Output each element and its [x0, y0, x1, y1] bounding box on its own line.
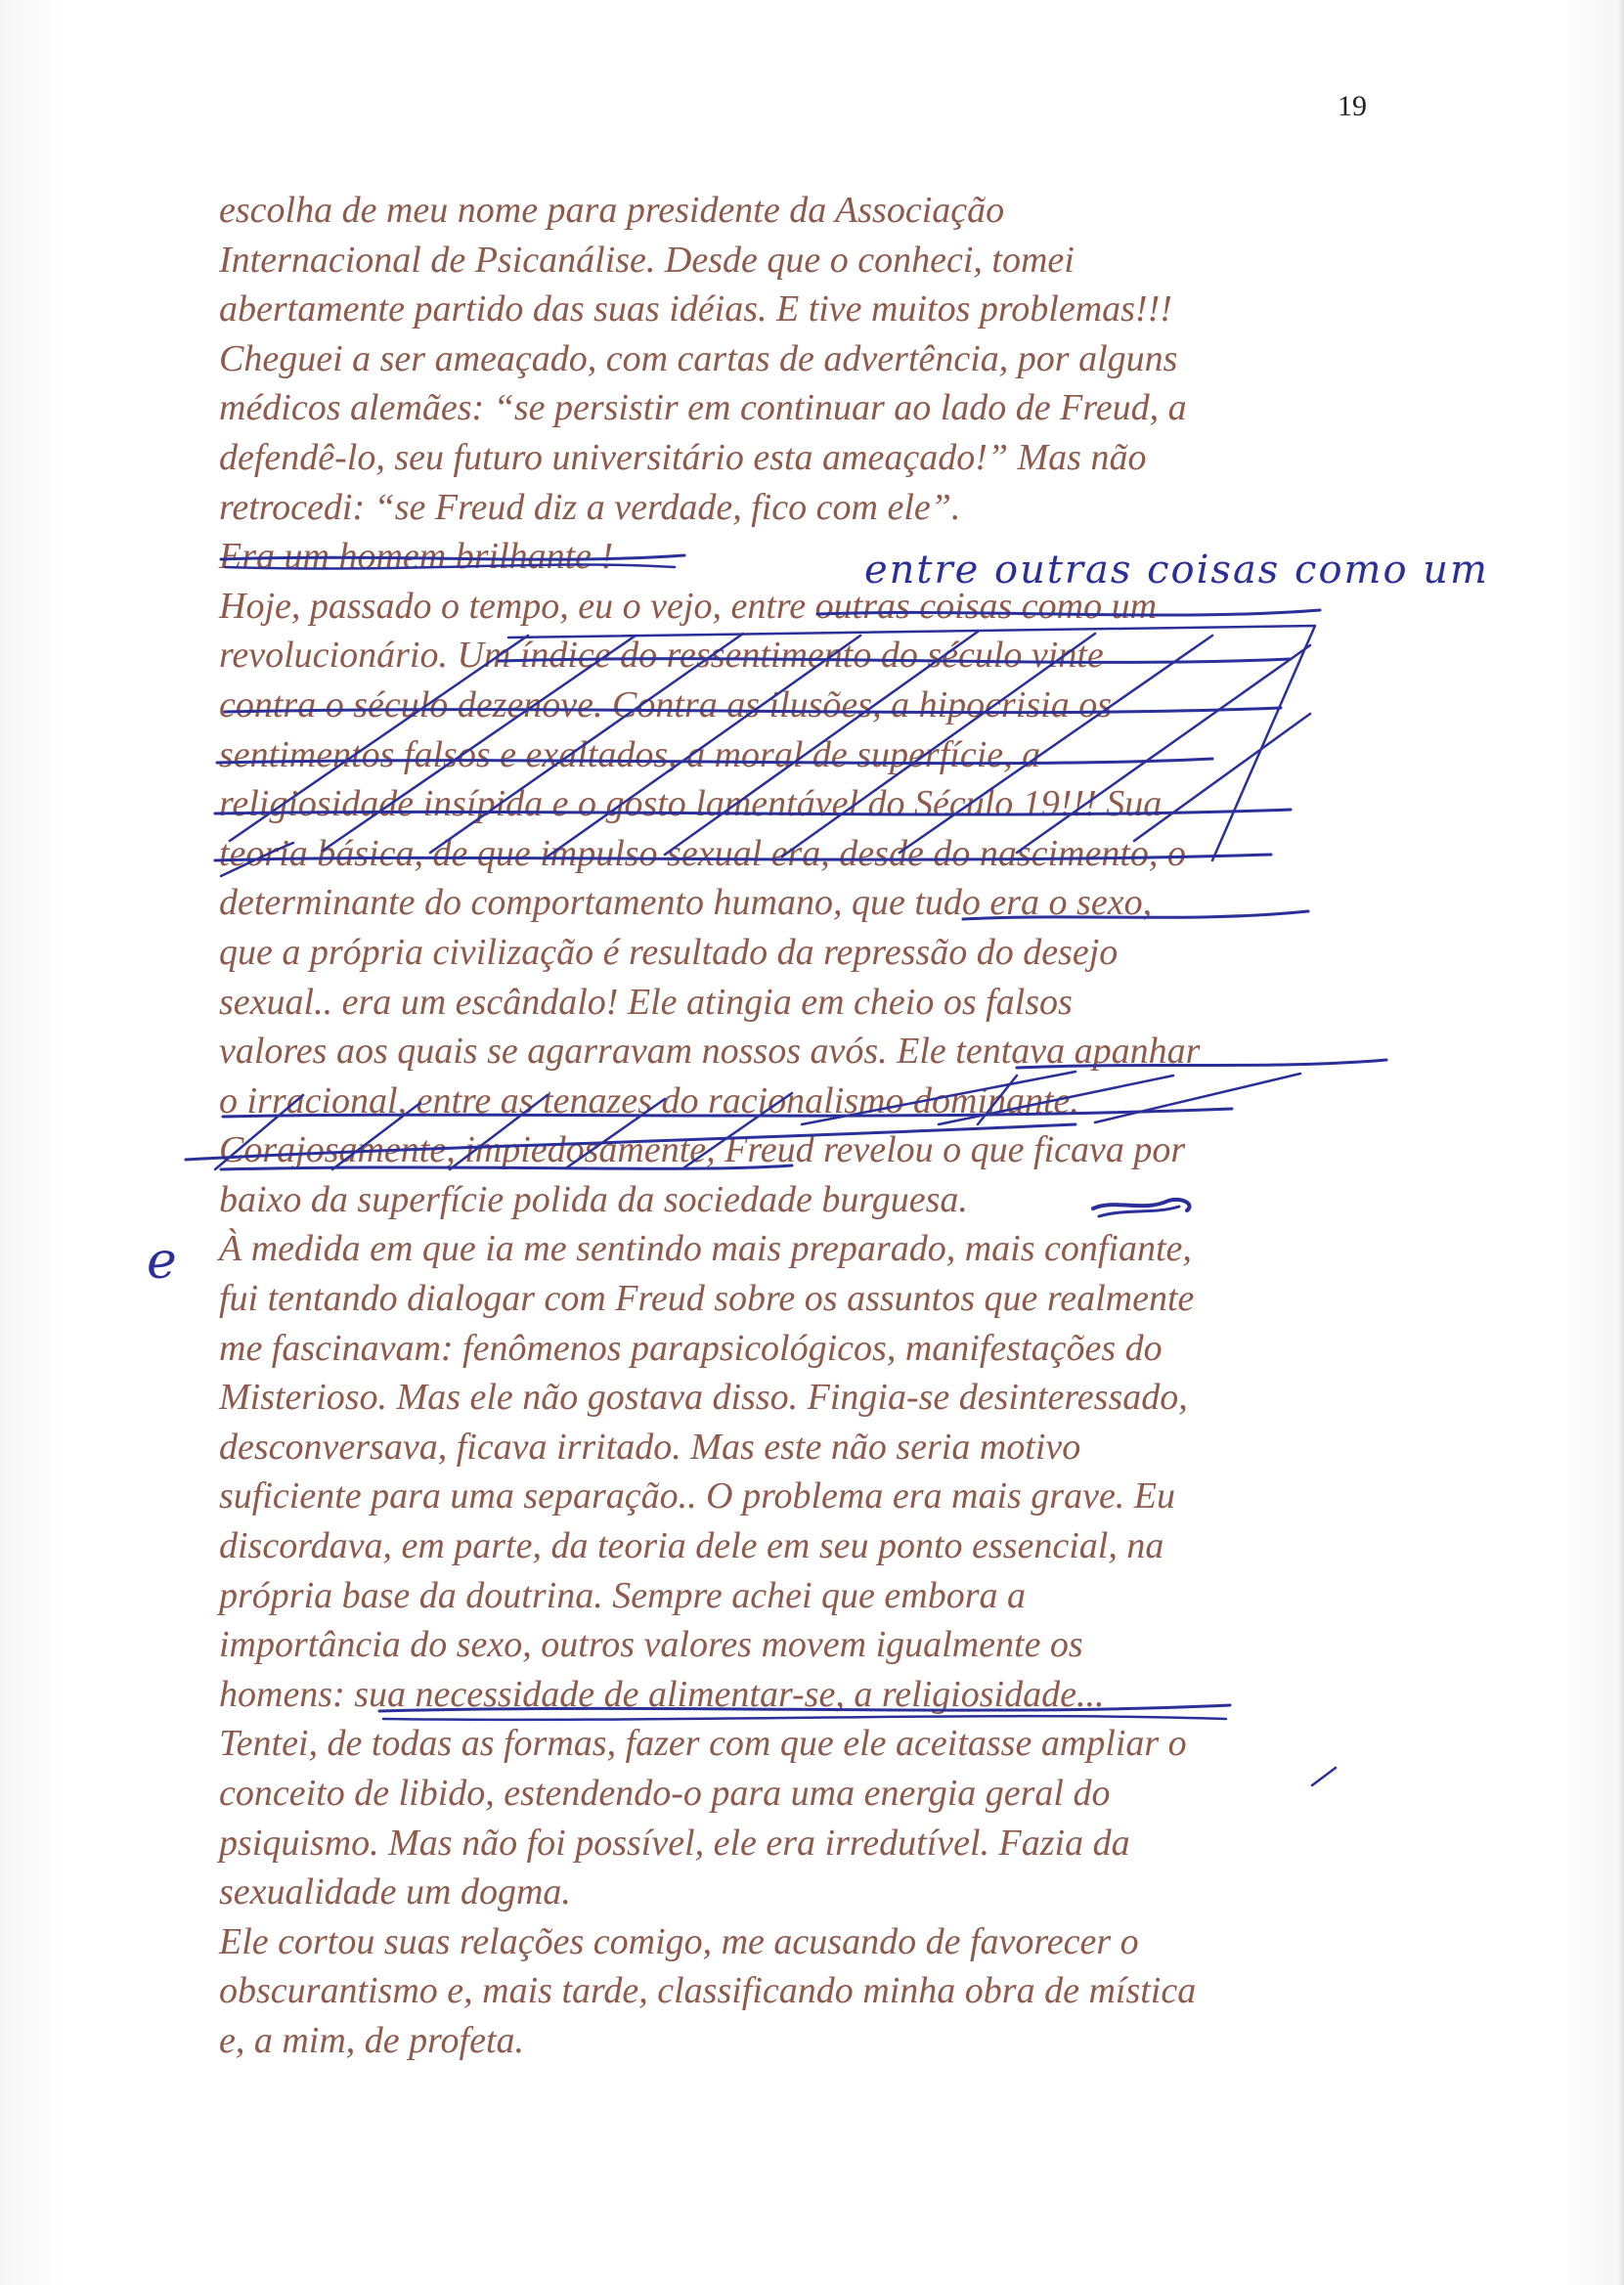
text-line: teoria básica, de que impulso sexual era, desde do nascimento, o — [219, 832, 1186, 874]
text-line: defendê-lo, seu futuro universitário esta ameaçado!” Mas não — [219, 436, 1147, 478]
text-line: sexual.. era um escândalo! Ele atingia em cheio os falsos — [219, 981, 1073, 1023]
text-line: suficiente para uma separação.. O problema era mais grave. Eu — [219, 1475, 1176, 1517]
text-line: revolucionário. Um índice do ressentimento do século vinte — [219, 635, 1104, 677]
text-line: psiquismo. Mas não foi possível, ele era irredutível. Fazia da — [219, 1822, 1130, 1864]
text-line: importância do sexo, outros valores movem igualmente os — [219, 1624, 1083, 1666]
page-number: 19 — [1338, 90, 1367, 122]
handwritten-margin-mark: e — [147, 1232, 177, 1291]
text-line: discordava, em parte, da teoria dele em seu ponto essencial, na — [219, 1525, 1164, 1567]
text-line: desconversava, ficava irritado. Mas este não seria motivo — [219, 1426, 1081, 1468]
text-line: e, a mim, de profeta. — [219, 2019, 525, 2061]
text-line: Internacional de Psicanálise. Desde que o conheci, tomei — [219, 239, 1075, 281]
text-line: homens: sua necessidade de alimentar-se, a religiosidade... — [219, 1673, 1105, 1715]
text-line: conceito de libido, estendendo-o para uma energia geral do — [219, 1773, 1111, 1814]
text-line: valores aos quais se agarravam nossos avós. Ele tentava apanhar — [219, 1031, 1201, 1073]
text-line: sentimentos falsos e exaltados, a moral de superfície, a — [219, 733, 1041, 775]
text-line: retrocedi: “se Freud diz a verdade, fico com ele”. — [219, 486, 961, 528]
text-line: Cheguei a ser ameaçado, com cartas de advertência, por alguns — [219, 337, 1178, 379]
typed-body-text — [219, 186, 1373, 2066]
scan-edge-shadow — [1618, 0, 1624, 2285]
text-line: determinante do comportamento humano, que tudo era o sexo, — [219, 882, 1153, 924]
text-line: sexualidade um dogma. — [219, 1871, 571, 1913]
text-line: À medida em que ia me sentindo mais preparado, mais confiante, — [219, 1228, 1192, 1270]
text-line: me fascinavam: fenômenos parapsicológicos, manifestações do — [219, 1327, 1163, 1369]
text-line: Hoje, passado o tempo, eu o vejo, entre outras coisas como um — [219, 585, 1158, 627]
text-line: Misterioso. Mas ele não gostava disso. Fingia-se desinteressado, — [219, 1377, 1188, 1419]
text-line: contra o século dezenove. Contra as ilusões, a hipocrisia os — [219, 683, 1112, 725]
text-line: obscurantismo e, mais tarde, classificando minha obra de mística — [219, 1970, 1197, 2012]
text-line: Ele cortou suas relações comigo, me acusando de favorecer o — [219, 1920, 1139, 1962]
text-line: que a própria civilização é resultado da repressão do desejo — [219, 931, 1119, 973]
text-line: o irracional, entre as tenazes do racionalismo dominante. — [219, 1079, 1079, 1121]
text-line: Tentei, de todas as formas, fazer com que ele aceitasse ampliar o — [219, 1723, 1187, 1765]
text-line: religiosidade insípida e o gosto lamentável do Século 19!!! Sua — [219, 783, 1163, 825]
text-line: médicos alemães: “se persistir em continuar ao lado de Freud, a — [219, 387, 1187, 429]
text-line: Corajosamente, impiedosamente, Freud revelou o que ficava por — [219, 1129, 1186, 1171]
text-line: própria base da doutrina. Sempre achei que embora a — [219, 1574, 1026, 1616]
text-line: fui tentando dialogar com Freud sobre os assuntos que realmente — [219, 1278, 1195, 1320]
text-line: baixo da superfície polida da sociedade burguesa. — [219, 1178, 968, 1220]
text-line: Era um homem brilhante ! — [219, 536, 614, 578]
handwritten-insertion: entre outras coisas como um — [864, 548, 1489, 593]
text-line: abertamente partido das suas idéias. E tive muitos problemas!!! — [219, 288, 1172, 330]
text-line: escolha de meu nome para presidente da Associação — [219, 190, 1005, 231]
